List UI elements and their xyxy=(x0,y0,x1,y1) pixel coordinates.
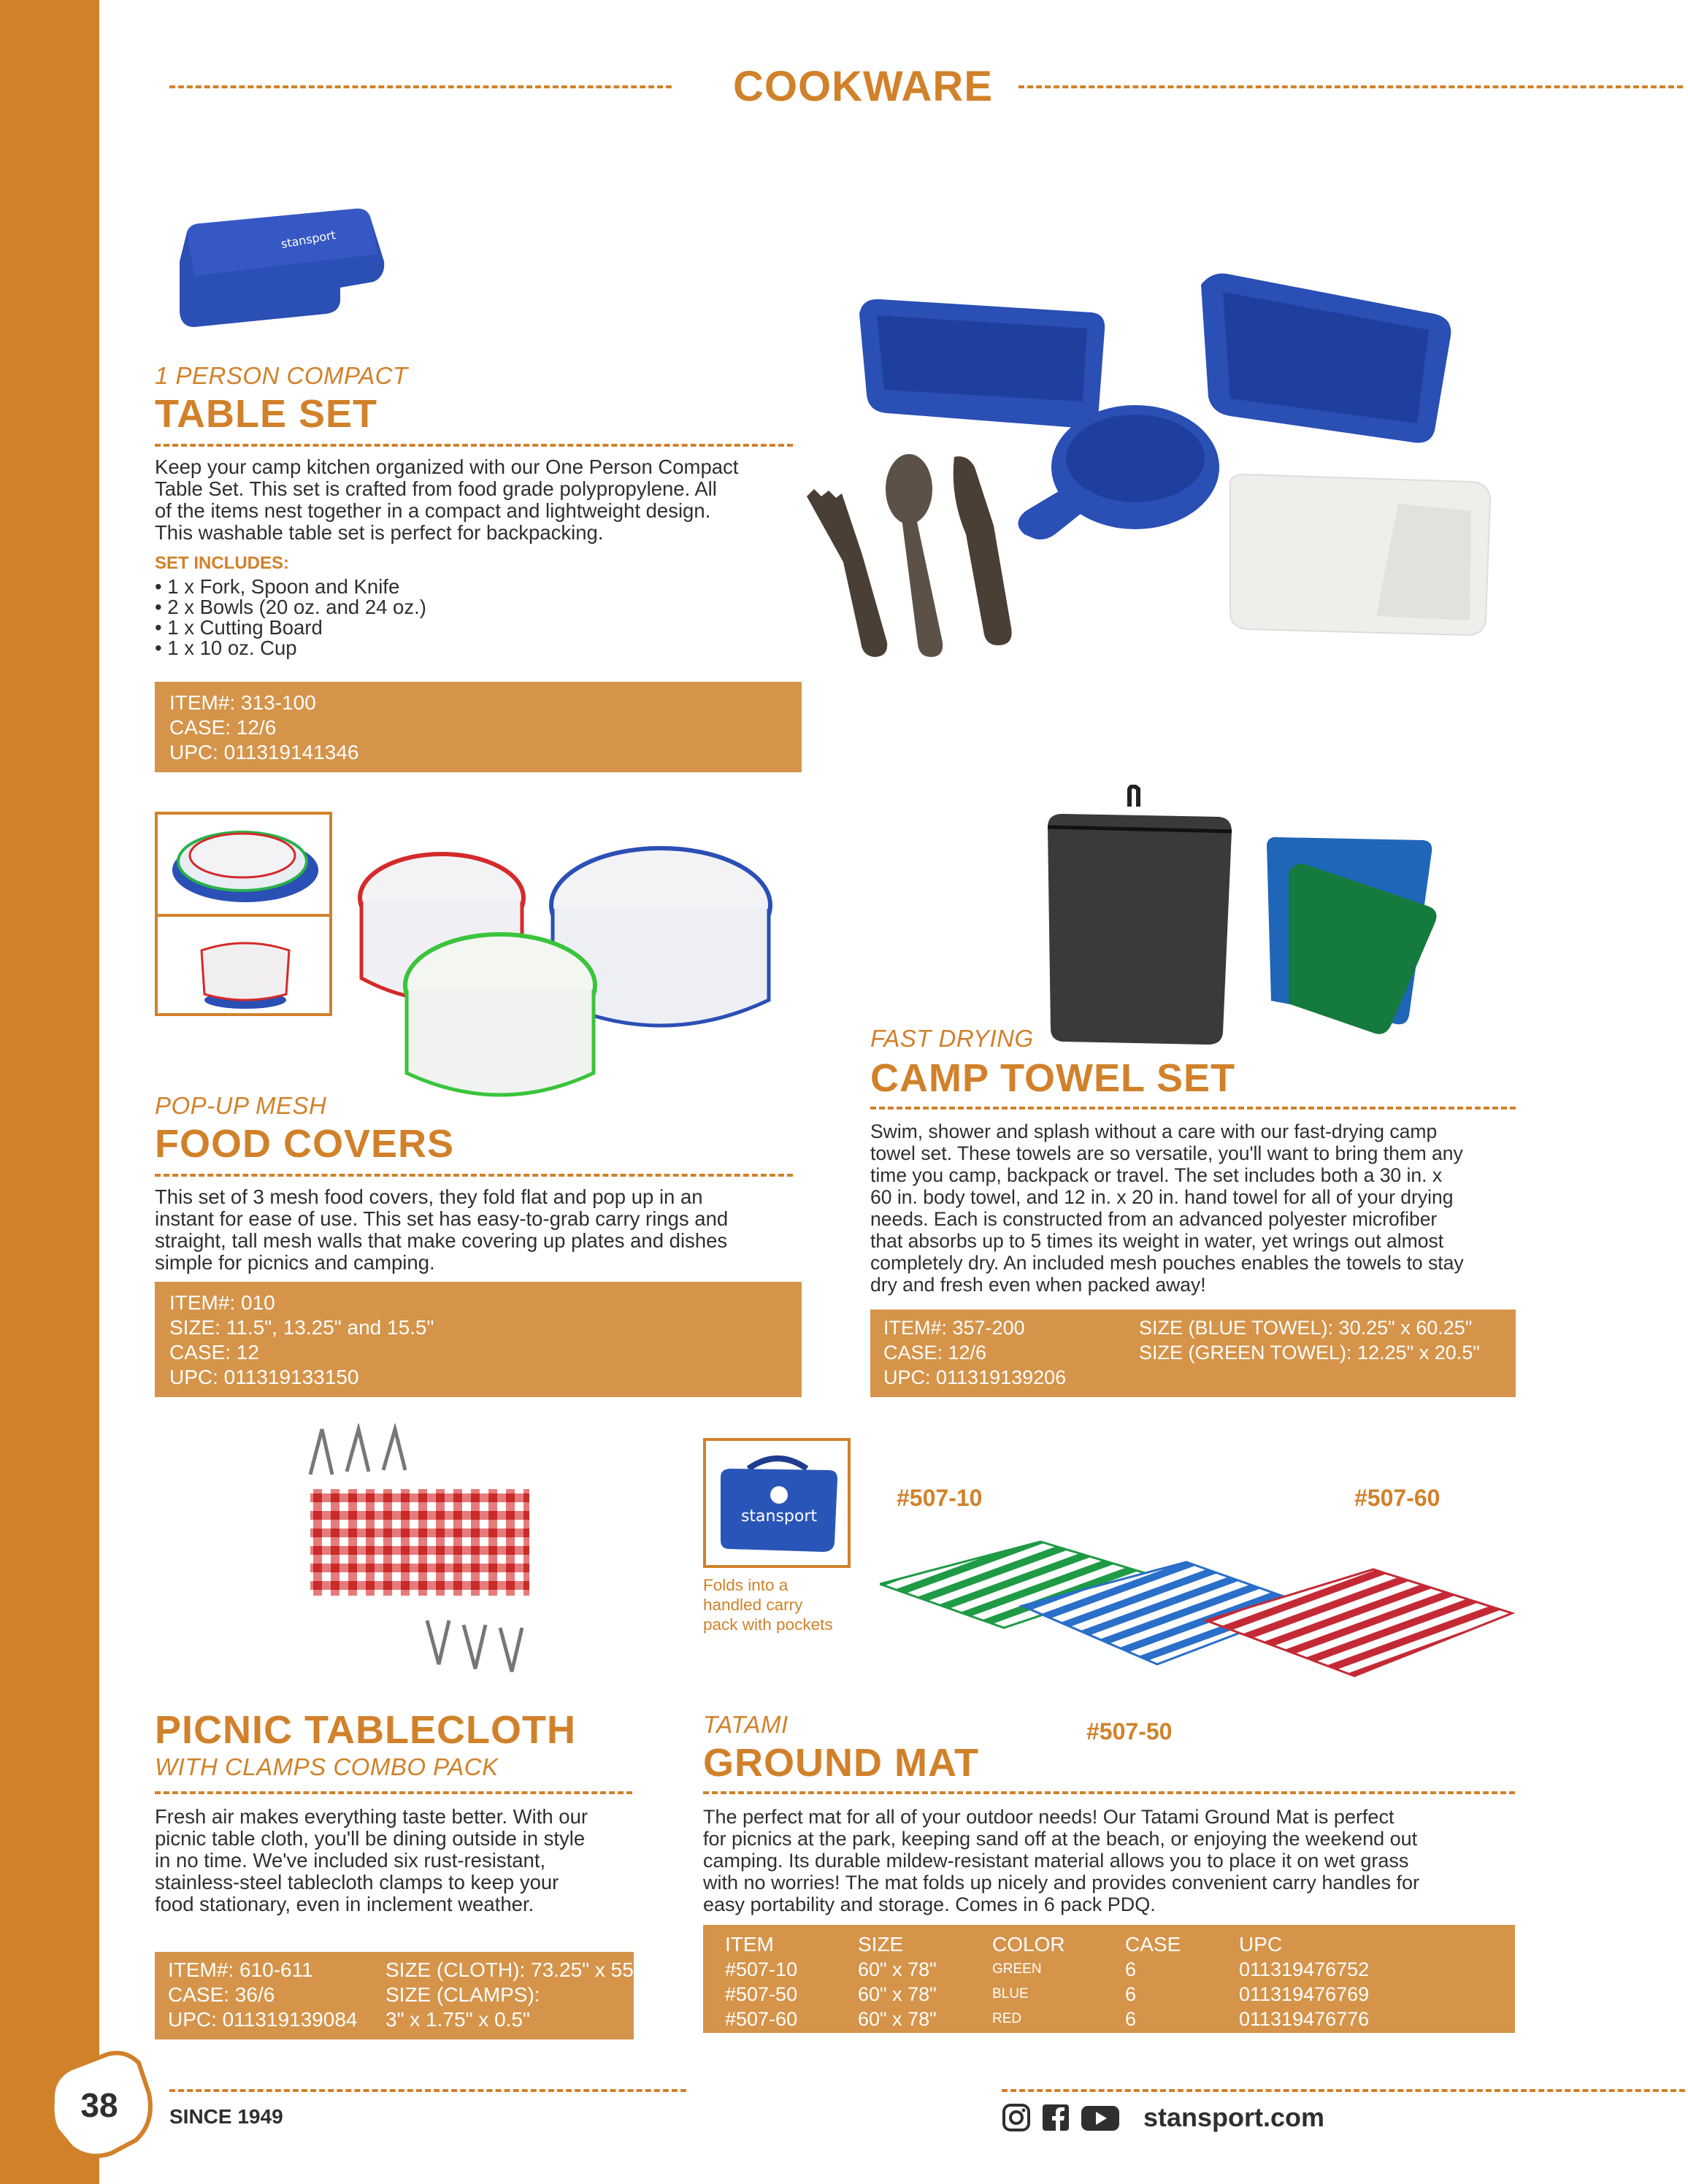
mat-caption: Folds into a handled carry pack with pockets xyxy=(703,1576,833,1634)
header-rule-left xyxy=(169,85,672,88)
food-covers-info-box: ITEM#: 010 SIZE: 11.5", 13.25" and 15.5" CASE: 12 UPC: 011319133150 xyxy=(155,1282,802,1397)
list-item: • 1 x 10 oz. Cup xyxy=(155,637,297,659)
carry-pack-logo: stansport xyxy=(740,1507,818,1526)
popup-cover-thumb xyxy=(187,921,304,1012)
ground-mat-subtitle: TATAMI xyxy=(703,1711,789,1738)
since-text: SINCE 1949 xyxy=(169,2105,283,2128)
stacked-covers-thumb xyxy=(164,819,328,910)
col-header-item: ITEM xyxy=(725,1933,774,1956)
towel-set-rule xyxy=(870,1107,1516,1110)
footer-rule-right xyxy=(1002,2089,1685,2092)
ground-mat-title: GROUND MAT xyxy=(703,1741,979,1785)
ground-mat-description: The perfect mat for all of your outdoor needs! Our Tatami Ground Mat is perfect for picnics at the park, keeping sand off at the beach, or enjoying the weekend out camping. Its durable mildew-resistant material allows you to place it on wet grass with no worries! The mat folds up nicely and provides convenient carry handles for easy portability and storage. Comes in 6 pack PDQ. xyxy=(703,1806,1420,1915)
side-color-bar xyxy=(0,0,99,2184)
food-covers-title: FOOD COVERS xyxy=(155,1122,455,1166)
list-item: • 1 x Fork, Spoon and Knife xyxy=(155,575,400,598)
variant-label-red: #507-60 xyxy=(1354,1485,1440,1511)
tablecloth-product-image xyxy=(296,1423,544,1686)
table-set-case-image xyxy=(172,203,391,334)
footer-rule-left xyxy=(169,2089,686,2092)
youtube-icon[interactable] xyxy=(1081,2103,1120,2132)
tablecloth-title: PICNIC TABLECLOTH xyxy=(155,1708,576,1752)
table-set-description: Keep your camp kitchen organized with our One Person Compact Table Set. This set is crafted from food grade polypropylene. All of the items nest together in a compact and lightweight design. This washable table set is perfect for backpacking. xyxy=(155,455,739,544)
header-rule-right xyxy=(1018,85,1683,88)
table-set-title: TABLE SET xyxy=(155,392,377,436)
section-title: COOKWARE xyxy=(733,63,993,110)
facebook-icon[interactable] xyxy=(1041,2103,1070,2132)
ground-mat-spec-table: ITEM #507-10 #507-50 #507-60 SIZE 60" x 78" 60" x 78" 60" x 78" COLOR GREEN BLUE RED CASE 6 6 6 UPC 011319476752 011319476769 011319476776 xyxy=(703,1925,1515,2033)
table-set-subtitle: 1 PERSON COMPACT xyxy=(155,362,408,389)
ground-mat-rule xyxy=(703,1791,1515,1794)
towel-set-description: Swim, shower and splash without a care with our fast-drying camp towel set. These towels are so versatile, you'll want to bring them any time you camp, backpack or travel. The set includes both a 30 in. x 60 in. body towel, and 12 in. x 20 in. hand towel for all of your drying needs. Each is constructed from an advanced polyester microfiber that absorbs up to 5 times its weight in water, yet wrings out almost completely dry. An included mesh pouches enables the towels to stay dry and fresh even when packed away! xyxy=(870,1120,1464,1296)
list-item: • 2 x Bowls (20 oz. and 24 oz.) xyxy=(155,596,426,618)
table-set-product-image xyxy=(792,263,1530,672)
instagram-icon[interactable] xyxy=(1002,2103,1031,2132)
food-covers-product-image xyxy=(339,832,807,1124)
food-covers-description: This set of 3 mesh food covers, they fold flat and pop up in an instant for ease of use. This set has easy-to-grab carry rings and straight, tall mesh walls that make covering up plates and dishes simple for picnics and camping. xyxy=(155,1185,729,1274)
tablecloth-rule xyxy=(155,1791,632,1794)
table-set-rule xyxy=(155,444,793,447)
towel-set-product-image xyxy=(1040,785,1449,1047)
table-set-info-box: ITEM#: 313-100 CASE: 12/6 UPC: 011319141346 xyxy=(155,682,802,772)
food-covers-subtitle: POP-UP MESH xyxy=(155,1092,327,1119)
col-header-upc: UPC xyxy=(1239,1933,1283,1956)
tablecloth-info-box: ITEM#: 610-611 CASE: 36/6 UPC: 011319139084 SIZE (CLOTH): 73.25" x 55" SIZE (CLAMPS): 3" x 1.75" x 0.5" xyxy=(155,1952,634,2039)
col-header-color: COLOR xyxy=(992,1933,1065,1956)
list-item: • 1 x Cutting Board xyxy=(155,616,323,639)
case-logo-text: stansport xyxy=(280,228,337,251)
ground-mats-product-image xyxy=(880,1533,1522,1723)
page-number: 38 xyxy=(80,2086,118,2124)
towel-set-info-box: ITEM#: 357-200 CASE: 12/6 UPC: 011319139206 SIZE (BLUE TOWEL): 30.25" x 60.25" SIZE (GREEN TOWEL): 12.25" x 20.5" xyxy=(870,1310,1516,1397)
carry-pack-image xyxy=(712,1448,843,1558)
includes-list xyxy=(155,577,666,658)
variant-label-blue: #507-50 xyxy=(1086,1718,1173,1745)
variant-label-green: #507-10 xyxy=(897,1485,983,1511)
includes-heading: SET INCLUDES: xyxy=(155,553,290,573)
col-header-size: SIZE xyxy=(858,1933,904,1956)
tablecloth-description: Fresh air makes everything taste better. With our picnic table cloth, you'll be dining outside in style in no time. We've included six rust-resistant, stainless-steel tablecloth clamps to keep your food stationary, even in inclement weather. xyxy=(155,1805,588,1915)
website-link[interactable]: stansport.com xyxy=(1143,2102,1325,2132)
towel-set-subtitle: FAST DRYING xyxy=(870,1025,1034,1052)
col-header-case: CASE xyxy=(1125,1933,1181,1956)
page-number-badge xyxy=(45,2050,155,2159)
tablecloth-subtitle: WITH CLAMPS COMBO PACK xyxy=(155,1753,499,1780)
towel-set-title: CAMP TOWEL SET xyxy=(870,1056,1236,1100)
food-cover-thumbnails xyxy=(155,812,332,1016)
food-covers-rule xyxy=(155,1174,793,1177)
mat-carry-pack-thumbnail xyxy=(703,1438,851,1568)
